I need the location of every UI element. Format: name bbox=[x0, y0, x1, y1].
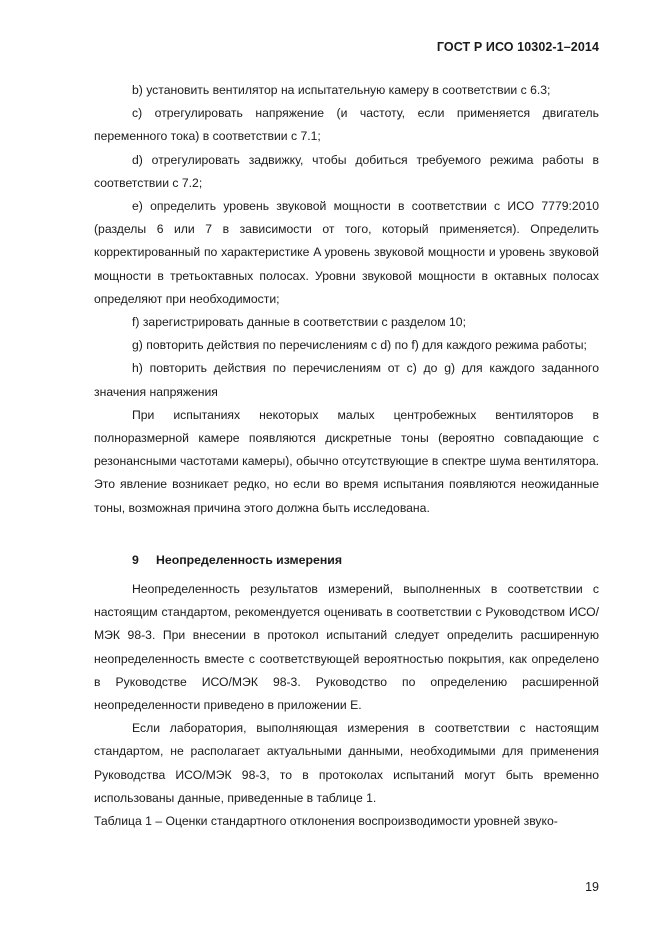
page-body bbox=[94, 79, 599, 833]
page-number: 19 bbox=[585, 880, 599, 894]
section-number: 9 bbox=[132, 552, 139, 567]
note-paragraph: При испытаниях некоторых малых центробежных вентиляторов в полноразмерной камере появляются дискретные тоны (вероятно совпадающие с резонансными частотами камеры), обычно отсутствующие в спектре шума вентилятора. Это явление возникает редко, но если во время испытания появляются неожиданные тоны, возможная причина этого должна быть исследована. bbox=[94, 407, 599, 515]
list-item-c: c) отрегулировать напряжение (и частоту, если применяется двигатель переменного тока) в соответствии с 7.1; bbox=[94, 106, 599, 144]
table-caption: Таблица 1 – Оценки стандартного отклонения воспроизводимости уровней звуко- bbox=[94, 814, 558, 829]
list-item-d: d) отрегулировать задвижку, чтобы добиться требуемого режима работы в соответствии с 7.2; bbox=[94, 152, 599, 190]
document-code-header: ГОСТ Р ИСО 10302-1–2014 bbox=[436, 40, 599, 54]
section-heading bbox=[94, 549, 599, 572]
section-paragraph-2: Если лаборатория, выполняющая измерения в соответствии с настоящим стандартом, не располагает актуальными данными, необходимыми для применения Руководства ИСО/МЭК 98-3, то в протоколах испытаний могут быть временно использованы данные, приведенные в таблице 1. bbox=[94, 721, 599, 805]
section-paragraph-1: Неопределенность результатов измерений, выполненных в соответствии с настоящим стандартом, рекомендуется оценивать в соответствии с Руководством ИСО/МЭК 98-3. При внесении в протокол испытаний следует определить расширенную неопределенность вместе с соответствующей вероятностью покрытия, как определено в Руководстве ИСО/МЭК 98-3. Руководство по определению расширенной неопределенности приведено в приложении Е. bbox=[94, 582, 599, 713]
list-item-b: b) установить вентилятор на испытательную камеру в соответствии с 6.3; bbox=[132, 83, 551, 97]
list-item-g: g) повторить действия по перечислениям с d) по f) для каждого режима работы; bbox=[132, 338, 587, 353]
list-item-e: e) определить уровень звуковой мощности в соответствии с ИСО 7779:2010 (разделы 6 или 7 в зависимости от того, который применяется). Определить корректированный по характеристике A уровень звуковой мощности и уровень звуковой мощности в третьоктавных полосах. Уровни звуковой мощности в октавных полосах определяют при необходимости; bbox=[94, 199, 599, 306]
list-item-f: f) зарегистрировать данные в соответствии с разделом 10; bbox=[132, 315, 466, 330]
section-title: Неопределенность измерения bbox=[156, 552, 342, 567]
list-item-h: h) повторить действия по перечислениям от с) до g) для каждого заданного значения напряжения bbox=[94, 361, 599, 399]
